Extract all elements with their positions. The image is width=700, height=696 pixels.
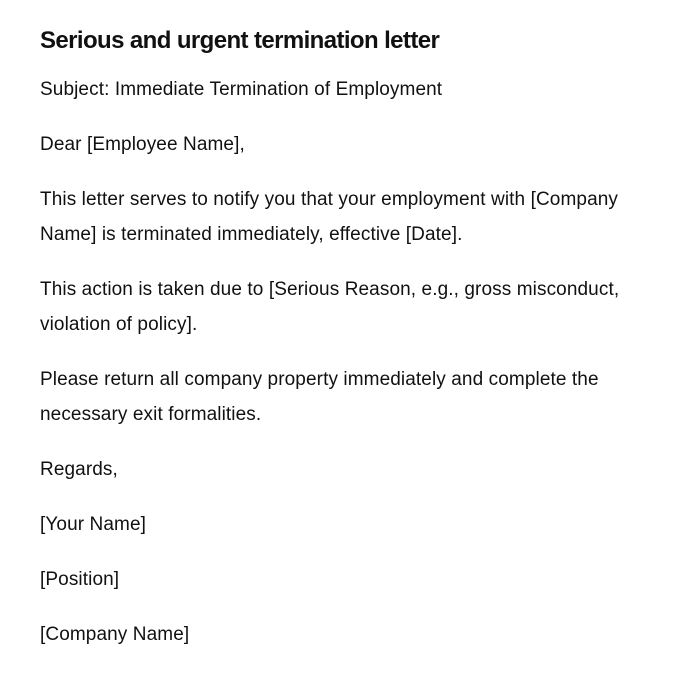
closing: Regards, (40, 459, 118, 480)
signature-company: [Company Name] (40, 624, 190, 645)
signature-position: [Position] (40, 569, 120, 590)
salutation: Dear [Employee Name], (40, 134, 245, 155)
body-paragraph-reason: This action is taken due to [Serious Reason, e.g., gross misconduct, violation of policy]. (40, 279, 620, 335)
body-paragraph-notice: This letter serves to notify you that your employment with [Company Name] is terminated immediately, effective [Date]. (40, 189, 618, 245)
document-title: Serious and urgent termination letter (40, 27, 440, 54)
subject-line: Subject: Immediate Termination of Employment (40, 79, 443, 100)
signature-name: [Your Name] (40, 514, 147, 535)
body-paragraph-instructions: Please return all company property immediately and complete the necessary exit formalities. (40, 369, 599, 425)
